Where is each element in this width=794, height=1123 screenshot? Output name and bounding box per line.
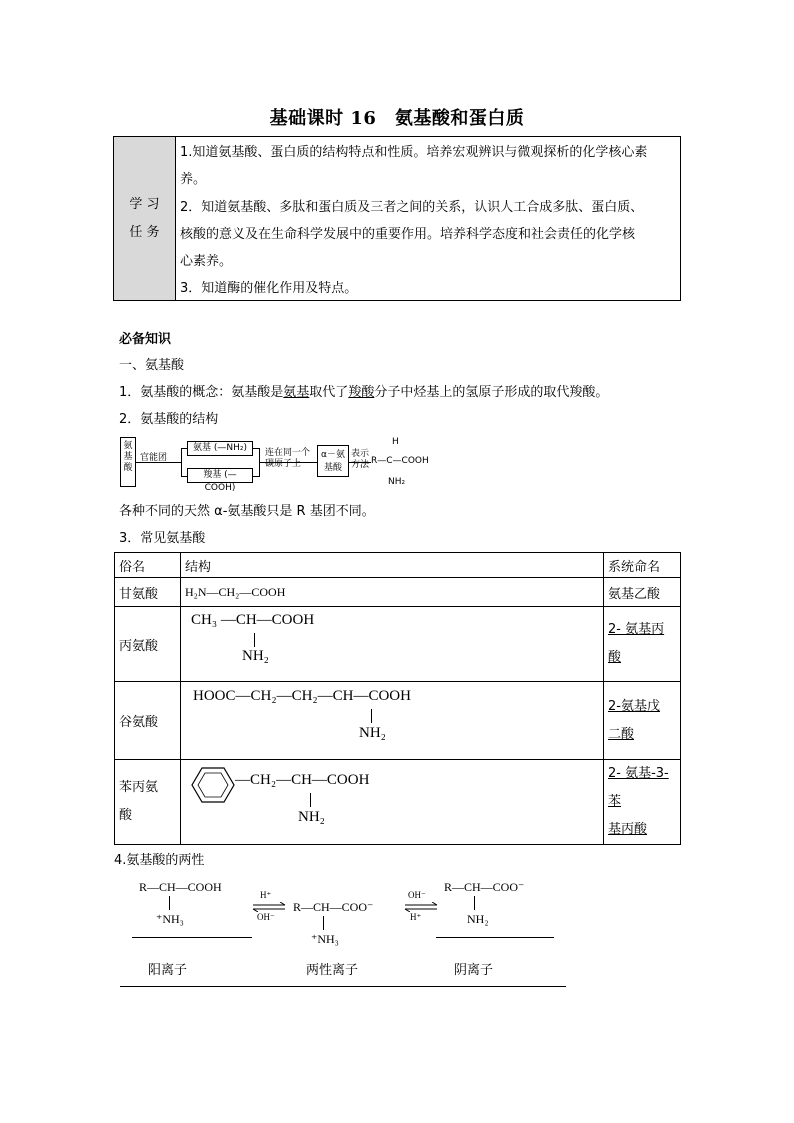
diagram-formula-h: H — [392, 437, 399, 447]
system-name-part: 苯 — [608, 794, 622, 809]
paragraph-definition — [119, 381, 608, 400]
anion-bond — [474, 896, 475, 910]
cell-system: 氨基乙酸 — [604, 578, 681, 607]
paragraph-common-amino-acids: 3．常见氨基酸 — [119, 531, 206, 546]
equilibrium-arrow-2-icon — [404, 902, 438, 912]
phenylalanine-nh2: NH₂ — [298, 809, 325, 825]
arrow2-bottom-label: H⁺ — [410, 912, 422, 922]
cell-structure — [181, 760, 604, 845]
objectives-text — [180, 139, 678, 303]
header-common-name: 俗名 — [115, 553, 181, 578]
arrow1-top-label: H⁺ — [260, 890, 272, 900]
anion-underline — [436, 937, 554, 938]
objective-line: 核酸的意义及在生命科学发展中的重要作用。培养科学态度和社会责任的化学核 — [180, 226, 636, 242]
amphoteric-diagram — [118, 872, 578, 990]
diagram-formula-main: R—C—COOH — [371, 456, 429, 466]
cell-name: 丙氨酸 — [115, 607, 181, 682]
diagram-root-label: 氨基酸 — [123, 441, 133, 473]
system-name-part: 2- 氨基-3- — [608, 766, 669, 781]
phenylalanine-formula: —CH₂—CH—COOH — [235, 772, 370, 788]
label-zwitterion: 两性离子 — [306, 963, 359, 978]
diagram-edge-label: 官能团 — [140, 453, 168, 463]
page-title: 基础课时 16 氨基酸和蛋白质 — [269, 108, 525, 129]
phenylalanine-bond — [310, 793, 311, 807]
cation-underline — [132, 937, 252, 938]
glutamic-nh2: NH₂ — [359, 725, 386, 741]
header-structure: 结构 — [181, 553, 604, 578]
system-name-part: 2-氨基戊 — [608, 698, 660, 714]
alanine-formula: CH₃ —CH—COOH — [191, 612, 315, 628]
diagram-bottom-rule — [120, 986, 566, 987]
anion-nh2: NH₂ — [467, 912, 489, 926]
objectives-table — [113, 136, 681, 301]
cell-structure — [181, 682, 604, 760]
diagram-root-box — [120, 437, 136, 487]
objective-line: 养。 — [180, 172, 207, 188]
glutamic-bond — [371, 709, 372, 723]
paragraph-r-group: 各种不同的天然 α-氨基酸只是 R 基团不同。 — [119, 504, 375, 519]
benzene-ring-icon — [191, 766, 235, 804]
table-row — [115, 760, 681, 845]
section-required-knowledge: 必备知识 — [119, 332, 172, 347]
system-name-part: 2- 氨基丙 — [608, 622, 665, 637]
glutamic-formula: HOOC—CH₂—CH₂—CH—COOH — [193, 688, 411, 704]
cell-system — [604, 760, 681, 845]
anion-formula: R—CH—COO⁻ — [444, 880, 525, 894]
structure-diagram — [120, 435, 440, 495]
definition-post: 分子中烃基上的氢原子形成的取代羧酸。 — [374, 385, 609, 400]
definition-answer-1: 氨基 — [283, 385, 310, 400]
objective-line: 3．知道酶的催化作用及特点。 — [180, 281, 358, 297]
cell-system — [604, 682, 681, 760]
table-row — [115, 578, 681, 607]
diagram-alpha-box: α－氨基酸 — [317, 445, 349, 477]
system-name-part: 二酸 — [608, 726, 635, 742]
paragraph-amphoteric: 4.氨基酸的两性 — [114, 853, 205, 868]
name-part: 酸 — [119, 808, 133, 823]
objective-line: 2．知道氨基酸、多肽和蛋白质及三者之间的关系，认识人工合成多肽、蛋白质、 — [180, 199, 644, 215]
label-anion: 阴离子 — [454, 963, 494, 978]
cell-name: 甘氨酸 — [115, 578, 181, 607]
definition-answer-2: 羧酸 — [348, 385, 375, 400]
diagram-amino-box: 氨基 (—NH₂) — [187, 441, 253, 456]
alanine-nh2: NH₂ — [242, 648, 269, 664]
arrow2-top-label: OH⁻ — [408, 890, 426, 900]
objective-line: 1.知道氨基酸、蛋白质的结构特点和性质。培养宏观辨识与微观探析的化学核心素 — [180, 145, 648, 160]
zwitterion-formula: R—CH—COO⁻ — [293, 900, 374, 914]
definition-pre: 1．氨基酸的概念：氨基酸是 — [119, 385, 284, 400]
system-name-part: 基丙酸 — [608, 822, 648, 837]
diagram-bracket-line — [181, 448, 182, 477]
cell-structure — [181, 607, 604, 682]
objectives-side-cell — [114, 137, 176, 300]
cell-system — [604, 607, 681, 682]
cation-formula: R—CH—COOH — [139, 880, 222, 894]
name-part: 苯丙氨 — [119, 780, 159, 795]
zwitterion-bond — [323, 916, 324, 930]
cell-name — [115, 760, 181, 845]
side-label-2: 任 务 — [129, 225, 160, 240]
diagram-formula-nh2: NH₂ — [388, 477, 406, 487]
cell-name: 谷氨酸 — [115, 682, 181, 760]
zwitterion-nh3: ⁺NH₃ — [311, 932, 339, 946]
definition-mid: 取代了 — [309, 385, 349, 400]
diagram-carboxyl-box: 羧基 (—COOH) — [187, 468, 253, 483]
equilibrium-arrow-1-icon — [252, 902, 286, 912]
arrow1-bottom-label: OH⁻ — [257, 912, 275, 922]
cation-bond — [169, 896, 170, 910]
objective-line: 心素养。 — [180, 254, 233, 270]
table-header-row — [115, 553, 681, 578]
header-system-name: 系统命名 — [604, 553, 681, 578]
table-row — [115, 607, 681, 682]
paragraph-structure-heading: 2．氨基酸的结构 — [119, 412, 219, 427]
amino-acid-table — [114, 552, 681, 845]
table-row — [115, 682, 681, 760]
diagram-connect-label: 连在同一个碳原子上 — [265, 448, 311, 469]
cation-nh3: ⁺NH₃ — [156, 912, 184, 926]
alanine-bond — [254, 633, 255, 647]
cell-structure: H₂N—CH₂—COOH — [181, 578, 604, 607]
diagram-represent-label: 表示方法 — [351, 449, 370, 470]
side-label-1: 学 习 — [129, 197, 160, 212]
system-name-part: 酸 — [608, 650, 622, 665]
section-heading-amino-acid: 一、氨基酸 — [119, 358, 185, 373]
label-cation: 阳离子 — [148, 963, 188, 978]
